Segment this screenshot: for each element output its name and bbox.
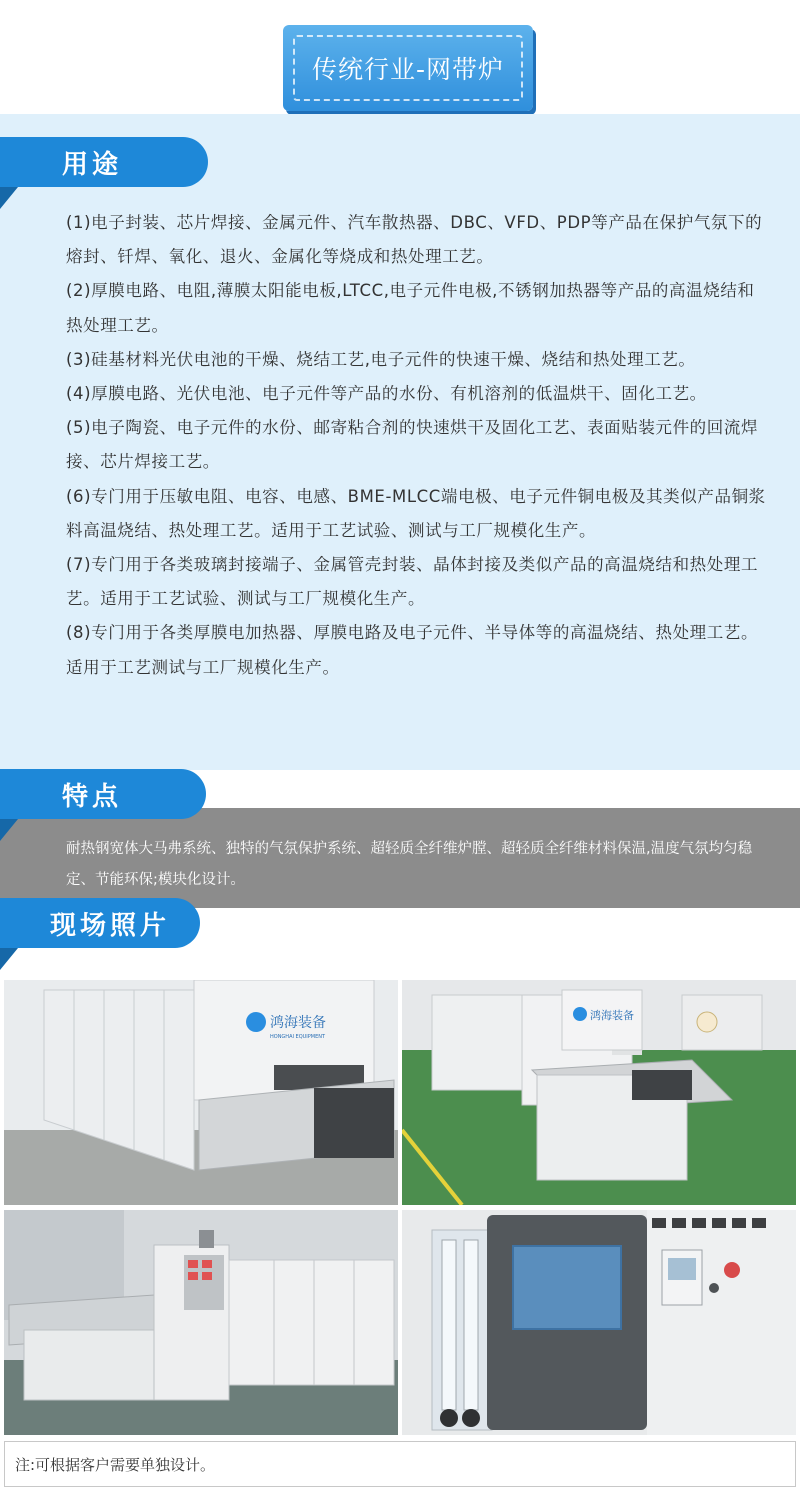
usage-item-1: (1)电子封装、芯片焊接、金属元件、汽车散热器、DBC、VFD、PDP等产品在保护气氛下的熔封、钎焊、氧化、退火、金属化等烧成和热处理工艺。 — [66, 213, 763, 267]
usage-item-8: (8)专门用于各类厚膜电加热器、厚膜电路及电子元件、半导体等的高温烧结、热处理工艺。适用于工艺测试与工厂规模化生产。 — [66, 623, 759, 677]
site-photo-4 — [402, 1210, 796, 1435]
site-photo-1 — [4, 980, 398, 1205]
usage-item-7: (7)专门用于各类玻璃封接端子、金属管壳封装、晶体封接及类似产品的高温烧结和热处理工艺。适用于工艺试验、测试与工厂规模化生产。 — [66, 555, 759, 609]
svg-text:鸿海装备: 鸿海装备 — [270, 1015, 326, 1031]
note-text: 注:可根据客户需要单独设计。 — [15, 1455, 216, 1474]
svg-text:鸿海装备: 鸿海装备 — [590, 1009, 634, 1022]
page-header — [0, 0, 800, 114]
site-photo-3 — [4, 1210, 398, 1435]
svg-text:HONGHAI EQUIPMENT: HONGHAI EQUIPMENT — [270, 1034, 326, 1040]
brand-logo-2 — [573, 1007, 634, 1022]
title-badge — [283, 25, 533, 111]
usage-item-6: (6)专门用于压敏电阻、电容、电感、BME-MLCC端电极、电子元件铜电极及其类似产品铜浆料高温烧结、热处理工艺。适用于工艺试验、测试与工厂规模化生产。 — [66, 486, 766, 540]
usage-item-5: (5)电子陶瓷、电子元件的水份、邮寄粘合剂的快速烘干及固化工艺、表面贴装元件的回流焊接、芯片焊接工艺。 — [66, 418, 759, 472]
features-text: 耐热钢宽体大马弗系统、独特的气氛保护系统、超轻质全纤维炉膛、超轻质全纤维材料保温,温度气氛均匀稳定、节能环保;模块化设计。 — [66, 841, 753, 888]
note-box — [4, 1441, 796, 1487]
site-photo-2 — [402, 980, 796, 1205]
usage-item-2: (2)厚膜电路、电阻,薄膜太阳能电板,LTCC,电子元件电极,不锈钢加热器等产品的高温烧结和热处理工艺。 — [66, 281, 755, 335]
usage-heading: 用途 — [0, 137, 208, 187]
usage-item-3: (3)硅基材料光伏电池的干燥、烧结工艺,电子元件的快速干燥、烧结和热处理工艺。 — [66, 349, 696, 369]
page-title: 传统行业-网带炉 — [311, 55, 505, 84]
features-heading: 特点 — [0, 769, 206, 819]
usage-item-4: (4)厚膜电路、光伏电池、电子元件等产品的水份、有机溶剂的低温烘干、固化工艺。 — [66, 384, 707, 404]
photos-heading: 现场照片 — [0, 898, 200, 948]
usage-list — [66, 206, 766, 685]
